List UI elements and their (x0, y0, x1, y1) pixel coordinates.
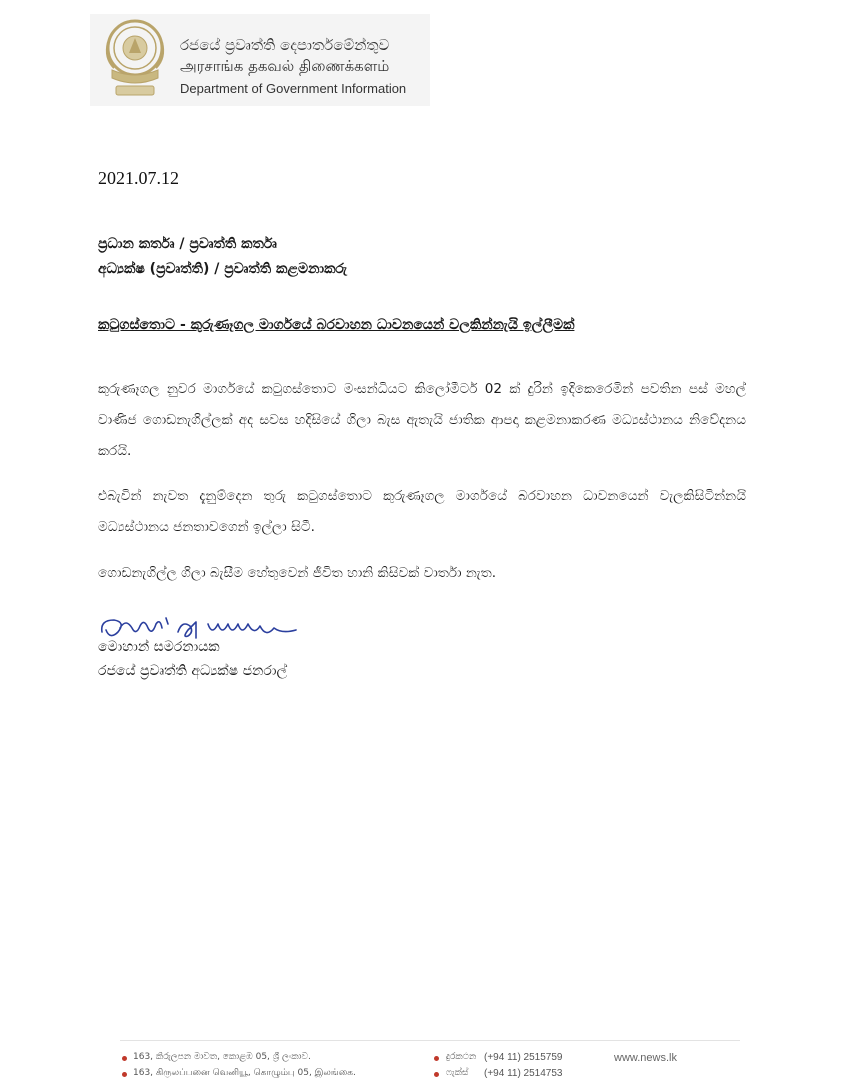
footer-fax: (+94 11) 2514753 (484, 1068, 563, 1079)
recipient-line: අධ්‍යක්ෂ (ප්‍රවෘත්ති) / ප්‍රවෘත්ති කළමනාකරු (98, 261, 348, 277)
address-bullet-icon (122, 1072, 127, 1077)
body-paragraph: ගොඩනැගිල්ල ගිලා බැසීම හේතුවෙන් ජීවිත හානි කිසිවක් වාර්තා නැත. (98, 565, 497, 581)
sri-lanka-emblem-icon (102, 18, 168, 102)
letterhead-org-sinhala: රජයේ ප්‍රවෘත්ති දෙපාර්තමේන්තුව (180, 36, 390, 54)
footer-fax-label: ෆැක්ස් (446, 1068, 469, 1078)
signer-name: මොහාන් සමරනායක (98, 639, 220, 655)
address-bullet-icon (122, 1056, 127, 1061)
recipient-line: ප්‍රධාන කර්තෘ / ප්‍රවෘත්ති කර්තෘ (98, 236, 277, 252)
fax-bullet-icon (434, 1072, 439, 1077)
footer-address-tamil: 163, கிருலப்பனை வெனியூ, கொழும்பு 05, இலங்கை. (133, 1068, 356, 1078)
body-paragraph: කුරුණෑගල නුවර මාර්ගයේ කටුගස්තොට මංසන්ධියට කිලෝමීටර් 02 ක් දුරින් ඉදිකෙරෙමින් පවතින පස් මහල් වාණිජ ගොඩනැගිල්ලක් අද සවස හදිසියේ ගිලා බැස ඇතැයි ජාතික ආපදා කළමනාකරණ මධ්‍යස්ථානය නිවේදනය කරයි. (98, 381, 746, 459)
phone-bullet-icon (434, 1056, 439, 1061)
body-paragraph: එබැවින් නැවත දැනුම්දෙන තුරු කටුගස්තොට කුරුණෑගල මාර්ගයේ බරවාහන ධාවනයෙන් වැලකිසිටින්නයි මධ්‍යස්ථානය ජනතාවගෙන් ඉල්ලා සිටී. (98, 488, 746, 535)
footer-divider (120, 1040, 740, 1041)
letterhead-org-english: Department of Government Information (180, 81, 407, 96)
document-date: 2021.07.12 (98, 168, 179, 188)
footer-tel: (+94 11) 2515759 (484, 1052, 563, 1063)
footer-address-sinhala: 163, කිරුලපන මාවත, කොළඹ 05, ශ්‍රී ලංකාව. (133, 1052, 311, 1062)
letterhead-org-tamil: அரசாங்க தகவல் திணைக்களம் (180, 57, 390, 75)
footer-tel-label: දුරකථන (446, 1052, 477, 1062)
subject-heading: කටුගස්තොට - කුරුණෑගල මාර්ගයේ බරවාහන ධාවනයෙන් වලකින්නැයි ඉල්ලීමක් (98, 317, 575, 333)
signer-title: රජයේ ප්‍රවෘත්ති අධ්‍යක්ෂ ජනරාල් (98, 663, 288, 679)
footer-website: www.news.lk (614, 1052, 677, 1064)
